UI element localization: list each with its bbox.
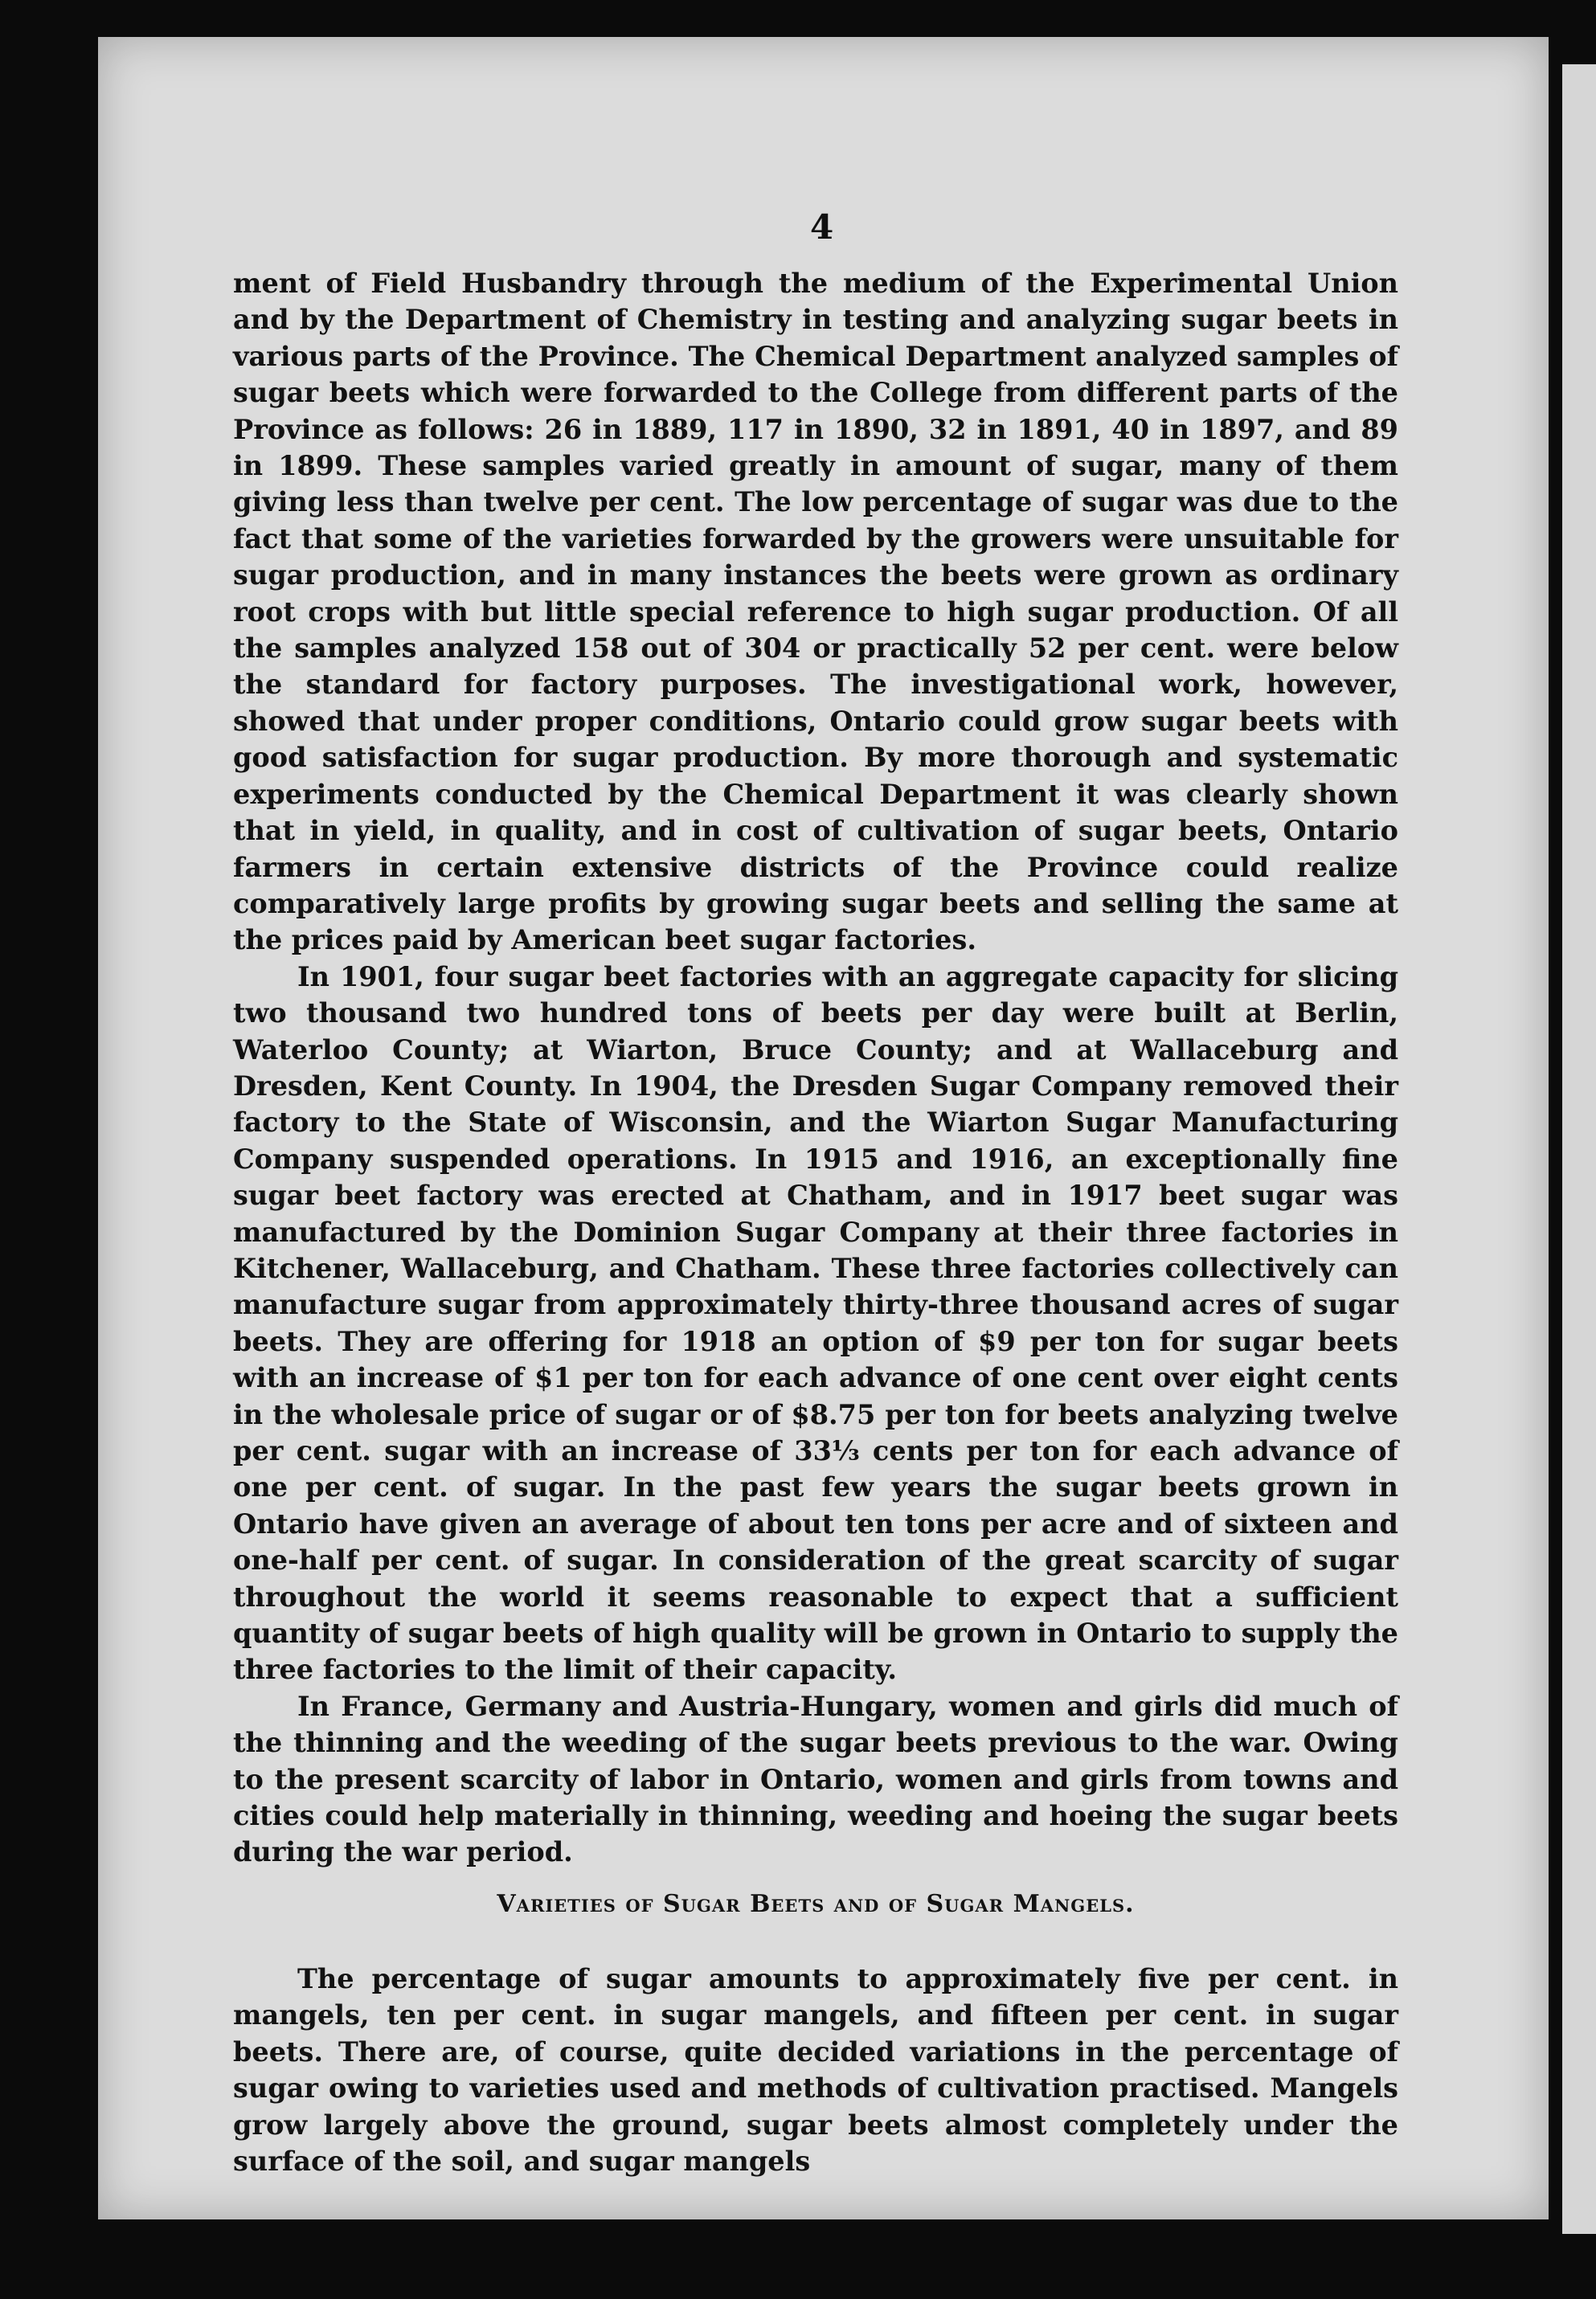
paragraph-2: In 1901, four sugar beet factories with an aggregate capacity for slicing two thousand two hundred tons of beets per day were built at Berlin, Waterloo County; at Wiarton, Bruce County; and at Wallaceburg and Dresden, Kent County. In 1904, the Dresden Sugar Company removed their factory to the State of Wisconsin, and the Wiarton Sugar Manufacturing Company suspended operations. In 1915 and 1916, an exceptionally fine sugar beet factory was erected at Chatham, and in 1917 beet sugar was manufactured by the Dominion Sugar Company at their three factories in Kitchener, Wallaceburg, and Chatham. These three factories collectively can manufacture sugar from approximately thirty-three thousand acres of sugar beets. They are offering for 1918 an option of $9 per ton for sugar beets with an increase of $1 per ton for each advance of one cent over eight cents in the wholesale price of sugar or of $8.75 per ton for beets analyzing twelve per cent. sugar with an increase of 33⅓ cents per ton for each advance of one per cent. of sugar. In the past few years the sugar beets grown in Ontario have given an average of about ten tons per acre and of sixteen and one-half per cent. of sugar. In consideration of the great scarcity of sugar throughout the world it seems reasonable to expect that a sufficient quantity of sugar beets of high quality will be grown in Ontario to supply the three factories to the limit of their capacity. <box>233 960 1398 1686</box>
page-number: 4 <box>810 207 834 247</box>
section-heading: Varieties of Sugar Beets and of Sugar Mangels. <box>497 1890 1135 1918</box>
body-text <box>233 265 1398 1871</box>
section-body <box>233 1961 1398 2179</box>
paragraph-1: ment of Field Husbandry through the medium of the Experimental Union and by the Department of Chemistry in testing and analyzing sugar beets in various parts of the Province. The Chemical Department analyzed samples of sugar beets which were forwarded to the College from different parts of the Province as follows: 26 in 1889, 117 in 1890, 32 in 1891, 40 in 1897, and 89 in 1899. These samples varied greatly in amount of sugar, many of them giving less than twelve per cent. The low percentage of sugar was due to the fact that some of the varieties forwarded by the growers were unsuitable for sugar production, and in many instances the beets were grown as ordinary root crops with but little special reference to high sugar production. Of all the samples analyzed 158 out of 304 or practically 52 per cent. were below the standard for factory purposes. The investigational work, however, showed that under proper conditions, Ontario could grow sugar beets with good satisfaction for sugar production. By more thorough and systematic experiments conducted by the Chemical Department it was clearly shown that in yield, in quality, and in cost of cultivation of sugar beets, Ontario farmers in certain extensive districts of the Province could realize comparatively large profits by growing sugar beets and selling the same at the prices paid by American beet sugar factories. <box>233 268 1398 956</box>
section-paragraph: The percentage of sugar amounts to approximately five per cent. in mangels, ten per cent. in sugar mangels, and fifteen per cent. in sugar beets. There are, of course, quite decided variations in the percentage of sugar owing to varieties used and methods of cultivation practised. Mangels grow largely above the ground, sugar beets almost completely under the surface of the soil, and sugar mangels <box>233 1963 1398 2178</box>
adjacent-page-edge <box>1562 64 1596 2234</box>
paragraph-3: In France, Germany and Austria-Hungary, women and girls did much of the thinning and the weeding of the sugar beets previous to the war. Owing to the present scarcity of labor in Ontario, women and girls from towns and cities could help materially in thinning, weeding and hoeing the sugar beets during the war period. <box>233 1690 1398 1868</box>
